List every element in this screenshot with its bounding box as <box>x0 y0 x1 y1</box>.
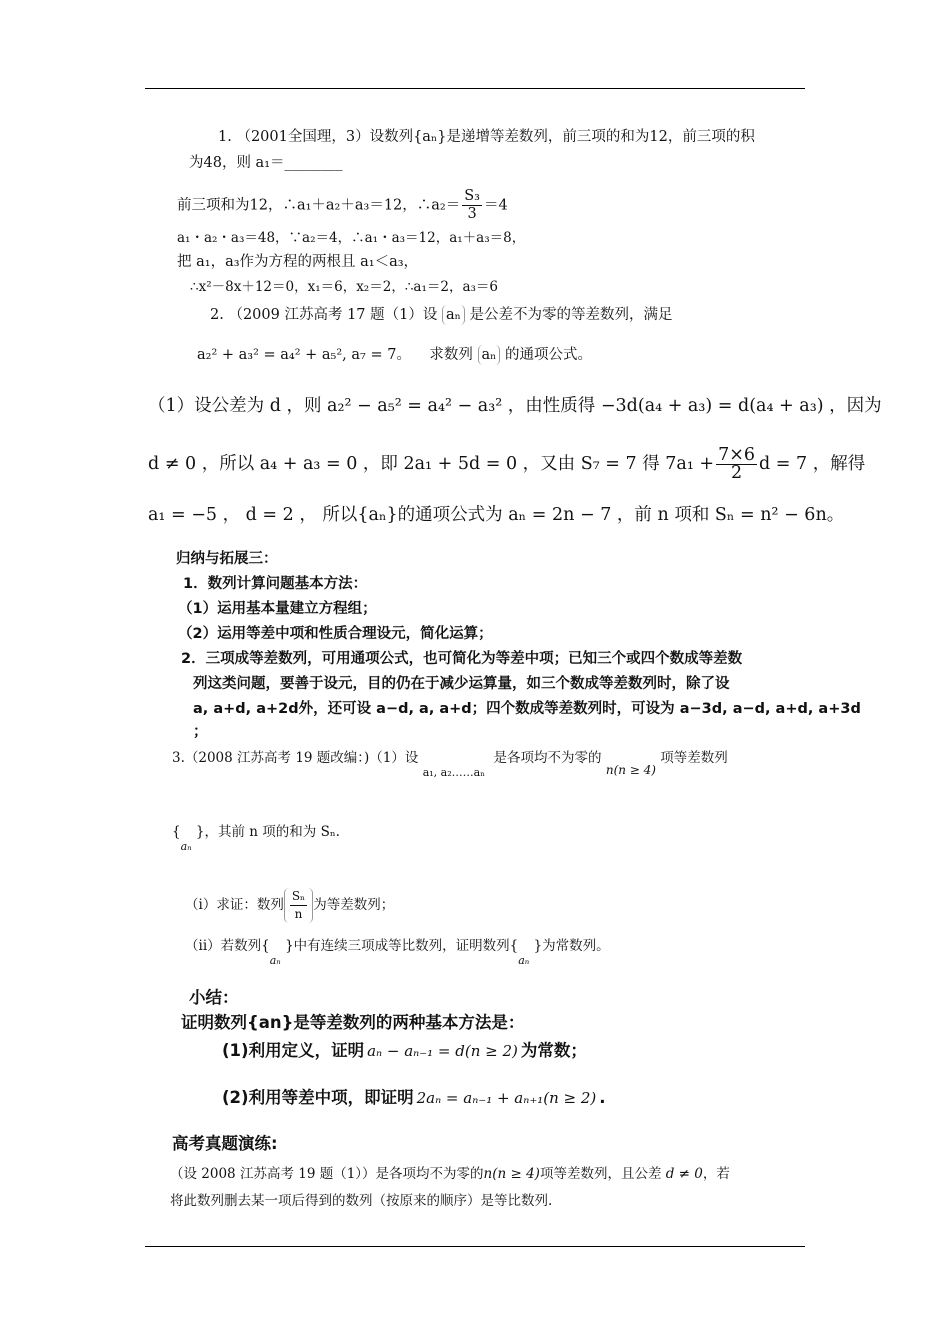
fraction-sn-over-n: $\frac{\text{Sₙ}}{n}$ <box>291 889 306 921</box>
sequence-brace: aₙ <box>478 345 501 365</box>
summary-item4-line3: a, a+d, a+2d外，还可设 a−d, a, a+d；四个数成等差数列时，可设为 a−3d, a−d, a+d, a+3d <box>193 701 861 717</box>
p2-line2: a₂² + a₃² = a₄² + a₅², a₇ = 7。 求数列 aₙ 的通项公式。 <box>197 347 593 363</box>
p2-line1: 2. （2009 江苏高考 17 题（1）设 aₙ 是公差不为零的等差数列，满足 <box>210 307 673 323</box>
p2-sol2: d ≠ 0 ，所以 a₄ + a₃ = 0 ，即 2a₁ + 5d = 0 ，又由 S₇ = 7 得 7a₁ + $\frac{7\times 6}{2}$ d = 7 ，解得 <box>148 445 866 483</box>
header-rule <box>145 88 805 89</box>
summary-item4-line2: 列这类问题，要善于设元，目的仍在于减少运算量，如三个数成等差数列时，除了设 <box>193 676 730 692</box>
summary-title: 归纳与拓展三： <box>176 551 278 567</box>
exam-line2: 将此数列删去某一项后得到的数列（按原来的顺序）是等比数列. <box>170 1193 553 1209</box>
fraction-7x6-over-2: $\frac{7\times 6}{2}$ <box>718 445 756 483</box>
p1-sol2: a₁・a₂・a₃＝48，∵a₂＝4，∴a₁・a₃＝12，a₁＋a₃＝8， <box>177 230 526 246</box>
summary-item4-line4: ； <box>193 724 208 740</box>
p3-line1: 3.（2008 江苏高考 19 题改编：)（1）设 $_{a_1, a_2\dots\dots a_n}$ 是各项均不为零的 n(n ≥ 4) 项等差数列 <box>172 750 728 779</box>
conclusion-line2: (1)利用定义，证明 aₙ − aₙ₋₁ = d(n ≥ 2) 为常数； <box>222 1041 587 1060</box>
p1-line1: 1. （2001全国理，3）设数列{aₙ}是递增等差数列，前三项的和为12，前三项的积 <box>218 129 755 145</box>
p3-line3: （i）求证：数列 $\frac{\text{Sₙ}}{n}$ 为等差数列； <box>185 889 395 921</box>
summary-item4-line1: 2．三项成等差数列，可用通项公式，也可简化为等差中项；已知三个或四个数成等差数 <box>181 651 743 667</box>
p1-sol3: 把 a₁，a₃作为方程的两根且 a₁＜a₃， <box>177 254 419 270</box>
p1-sol1: 前三项和为12，∴a₁＋a₂＋a₃＝12，∴a₂＝ $\frac{\text{S₃}}{3}$ ＝4 <box>177 188 508 222</box>
p3-line4: （ii）若数列{$_{a_n}$ }中有连续三项成等比数列，证明数列{$_{a_n}$ }为常数列。 <box>185 938 610 967</box>
exam-title: 高考真题演练: <box>172 1134 278 1153</box>
summary-item2: （1）运用基本量建立方程组； <box>178 601 377 617</box>
fraction-s3-over-3: $\frac{\text{S₃}}{3}$ <box>464 188 480 222</box>
summary-item3: （2）运用等差中项和性质合理设元，简化运算； <box>178 626 493 642</box>
footer-rule <box>145 1246 805 1247</box>
p1-line2: 为48，则 a₁＝________ <box>189 155 343 171</box>
conclusion-line1: 证明数列{an}是等差数列的两种基本方法是： <box>181 1013 525 1032</box>
p1-sol4: ∴x²－8x＋12＝0，x₁＝6，x₂＝2，∴a₁＝2，a₃＝6 <box>190 279 499 295</box>
summary-item1: 1．数列计算问题基本方法： <box>183 576 368 592</box>
conclusion-title: 小结： <box>189 988 239 1007</box>
p3-line2: {$_{a_n}$ }，其前 n 项的和为 Sₙ. <box>172 824 340 853</box>
conclusion-line3: (2)利用等差中项，即证明 2aₙ = aₙ₋₁ + aₙ₊₁(n ≥ 2) . <box>222 1088 606 1107</box>
sequence-brace: aₙ <box>442 305 465 325</box>
exam-line1: （设 2008 江苏高考 19 题（1））是各项均不为零的n(n ≥ 4)项等差数列，且公差 d ≠ 0，若 <box>170 1166 730 1182</box>
p2-sol1: （1）设公差为 d ，则 a₂² − a₅² = a₄² − a₃² ，由性质得 −3d(a₄ + a₃) = d(a₄ + a₃) ，因为 <box>148 396 882 416</box>
p2-sol3: a₁ = −5 ， d = 2 ， 所以{aₙ}的通项公式为 aₙ = 2n − 7 ，前 n 项和 Sₙ = n² − 6n。 <box>148 505 845 525</box>
